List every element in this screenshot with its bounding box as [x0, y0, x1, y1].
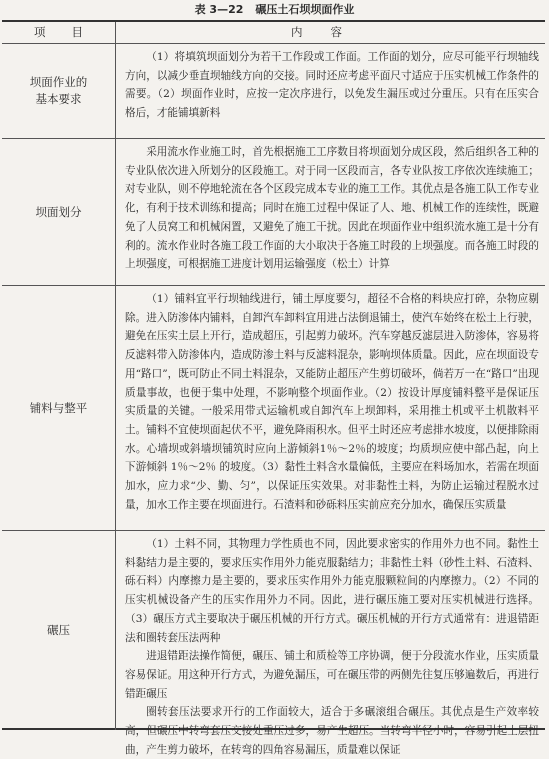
table-row: [2, 138, 545, 285]
row-item: 铺料与整平: [2, 286, 116, 530]
table-number: 表 3—22: [194, 3, 244, 16]
row-paragraph: 圈转套压法要求开行的工作面较大，适合于多碾滚组合碾压。其优点是生产效率较高，但碾压中转弯套压交接处重压过多，易产生超压。当转弯半径小时，容易引起土层扭曲，产生剪力破坏，在转弯的四角容易漏压，质量难以保证: [125, 706, 539, 756]
row-paragraph: 采用流水作业施工时，首先根据施工工序数目将坝面划分成区段，然后组织各工种的专业队依次进入所划分的区段施工。对于同一区段而言，各专业队按工序依次连续施工；对专业队，则不停地轮流在各个区段完成本专业的施工工作。其优点是各施工队工作专业化，有利于技术训练和提高；同时在施工过程中保证了人、地、机械工作的连续性，既避免了人员窝工和机械闲置，又避免了施工干扰。因此在坝面作业中组织流水施工是十分有利的。流水作业时各施工段工作面的大小取决于各施工时段的上坝强度。而各施工时段的上坝强度，可根据施工进度计划用运输强度（松土）计算: [125, 146, 539, 271]
table-header-row: [2, 22, 545, 43]
row-item: 坝面划分: [2, 139, 116, 285]
header-item: 项目: [2, 22, 116, 43]
row-item: 碾压: [2, 531, 116, 730]
row-content: [116, 139, 545, 285]
table-row: [2, 285, 545, 530]
row-content: [116, 286, 545, 530]
table-row: [2, 530, 545, 756]
table-title: 碾压土石坝坝面作业: [255, 3, 355, 16]
row-paragraph: （1）将填筑坝面划分为若干工作段或工作面。工作面的划分，应尽可能平行坝轴线方向，以减少垂直坝轴线方向的交接。同时还应考虑平面尺寸适应于压实机械工作条件的需要。（2）坝面作业时，应按一定次序进行，以免发生漏压或过分重压。只有在压实合格后，才能铺填新料: [125, 51, 539, 120]
work-table: [2, 20, 545, 756]
row-content: [116, 44, 545, 138]
row-paragraph: （1）铺料宜平行坝轴线进行，铺土厚度要匀，超径不合格的料块应打碎，杂物应剔除。进入防渗体内铺料，自卸汽车卸料宜用进占法倒退铺土，使汽车始终在松土上行驶，避免在压实土层上开行，造成超压，引起剪力破坏。汽车穿越反滤层进入防渗体，容易将反滤料带入防渗体内，造成防渗土料与反滤料混杂，影响坝体质量。因此，应在坝面设专用“路口”，既可防止不同土料混杂，又能防止超压产生剪切破坏，倘若万一在“路口”出现质量事故，也便于集中处理，不影响整个坝面作业。（2）按设计厚度铺料整平是保证压实质量的关键。一般采用带式运输机或自卸汽车上坝卸料，采用推土机或平土机散料平土。铺料不宜使坝面起伏不平，避免降雨积水。但平土时还应考虑排水坡度，以便排除雨水。心墙坝或斜墙坝铺筑时应向上游倾斜1％～2％的坡度；均质坝应使中部凸起，向上下游倾斜 1％～2％ 的坡度。（3）黏性土料含水量偏低，主要应在料场加水，若需在坝面加水，应力求“少、勤、匀”，以保证压实效果。对非黏性土料，为防止运输过程脱水过量，加水工作主要在坝面进行。石渣料和砂砾料压实前应充分加水，确保压实质量: [125, 293, 539, 511]
table-caption: [0, 2, 549, 18]
row-paragraph: 进退错距法操作简便，碾压、铺土和质检等工序协调，便于分段流水作业，压实质量容易保证。用这种开行方式，为避免漏压，可在碾压带的两侧先往复压够遍数后，再进行错距碾压: [125, 650, 539, 700]
row-paragraph: （1）土料不同，其物理力学性质也不同，因此要求密实的作用外力也不同。黏性土料黏结力是主要的，要求压实作用外力能克服黏结力；非黏性土料（砂性土料、石渣料、砾石料）内摩擦力是主要的，要求压实作用外力能克服颗粒间的内摩擦力。（2）不同的压实机械设备产生的压实作用外力不同。因此，进行碾压施工要对压实机械进行选择。（3）碾压方式主要取决于碾压机械的开行方式。碾压机械的开行方式通常有：进退错距法和圈转套压法两种: [125, 538, 539, 644]
header-content: 内容: [291, 25, 370, 40]
table-row: [2, 43, 545, 138]
row-content: [116, 531, 545, 756]
row-item: 坝面作业的 基本要求: [2, 44, 116, 138]
